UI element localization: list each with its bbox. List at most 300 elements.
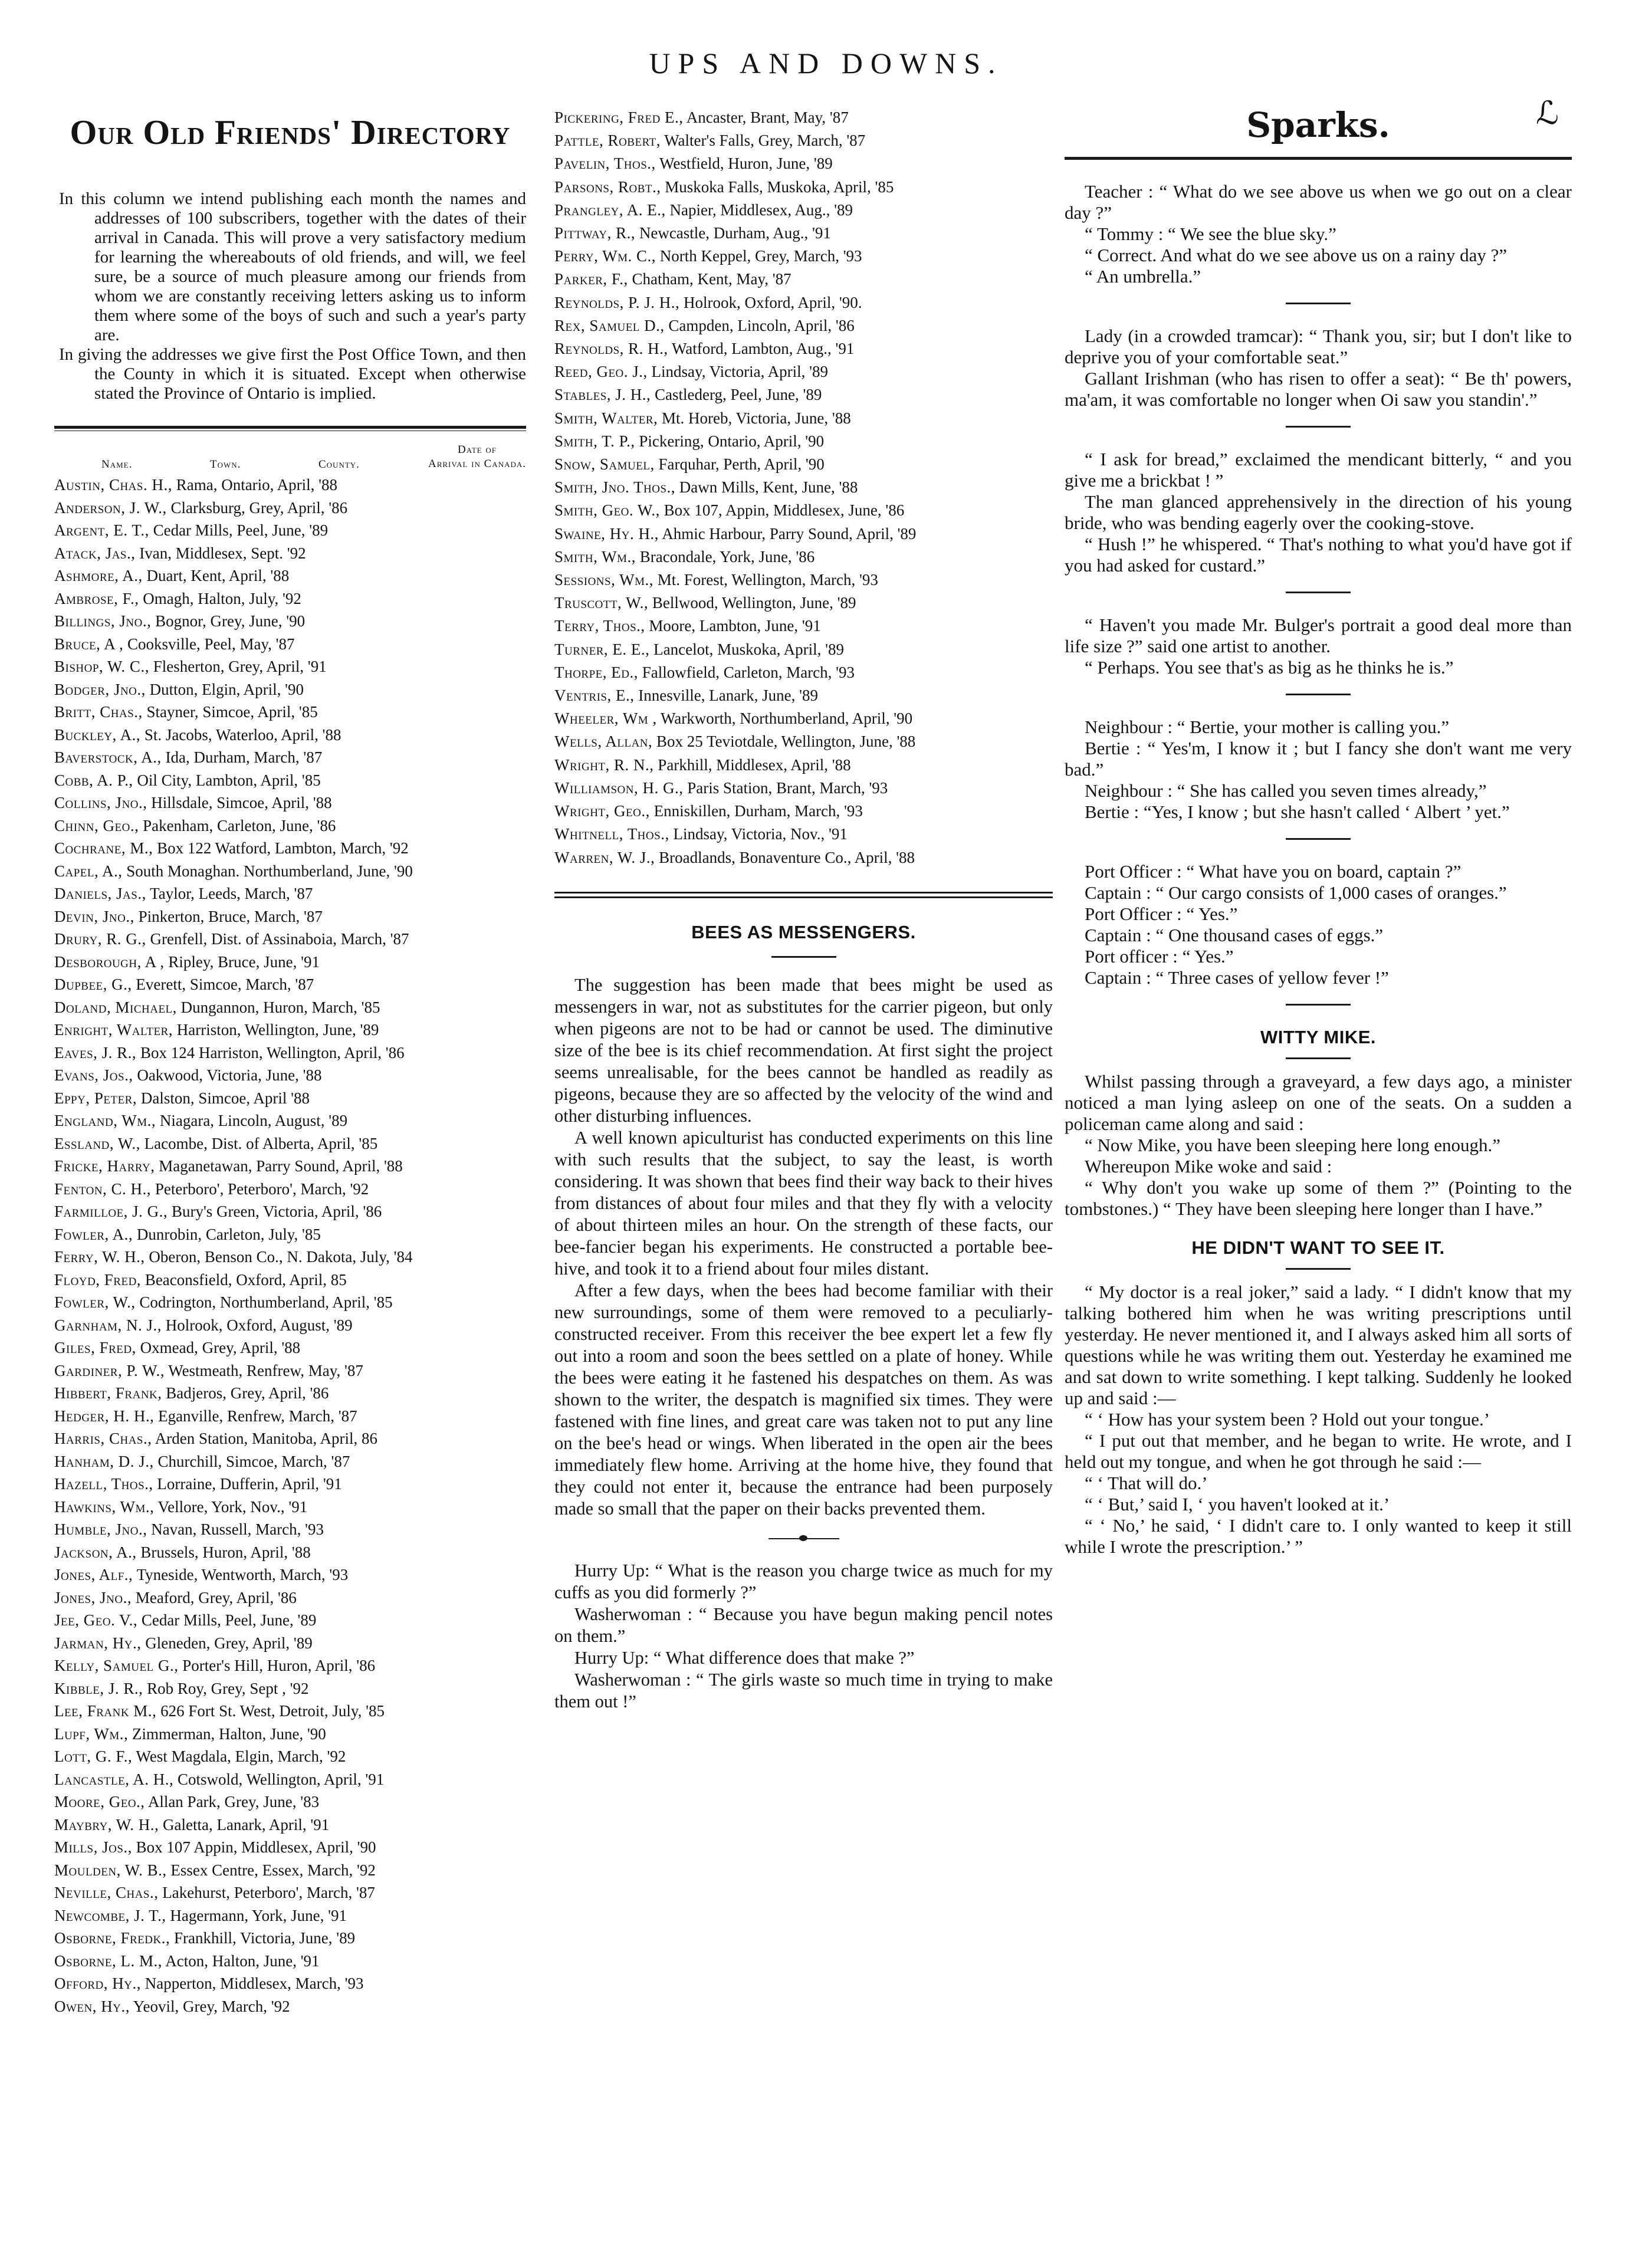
joke-line: Washerwoman : “ Because you have begun making pencil notes on them.”: [554, 1604, 1053, 1646]
entry-address: Arden Station, Manitoba, April, 86: [152, 1430, 377, 1447]
directory-entry: [554, 453, 1053, 476]
entry-name: Eppy, Peter,: [54, 1089, 137, 1107]
entry-name: Fenton, C. H.,: [54, 1180, 152, 1198]
directory-entry: [554, 245, 1053, 268]
joke: [1065, 615, 1572, 678]
hurry-up-joke: [554, 1560, 1053, 1713]
entry-name: Fowler, A.,: [54, 1225, 133, 1243]
story-paragraph: “ Why don't you wake up some of them ?” (Pointing to the tombstones.) “ They have been sleeping here longer than I have.”: [1065, 1177, 1572, 1219]
entry-address: Mt. Forest, Wellington, March, '93: [653, 571, 878, 589]
entry-address: Watford, Lambton, Aug., '91: [668, 340, 855, 358]
entry-address: Dunrobin, Carleton, July, '85: [133, 1225, 321, 1243]
directory-entry: [54, 1359, 526, 1382]
header-date-line1: Date of: [458, 444, 497, 456]
entry-name: Warren, W. J.,: [554, 848, 655, 866]
entry-name: Smith, Geo. W.,: [554, 501, 660, 520]
joke-line: “ Perhaps. You see that's as big as he thinks he is.”: [1085, 657, 1454, 678]
directory-column-headers: [54, 438, 526, 474]
entry-address: Newcastle, Durham, Aug., '91: [635, 224, 831, 242]
directory-entry: [54, 1496, 526, 1519]
entry-name: Ferry, W. H.,: [54, 1248, 145, 1266]
joke-line: Neighbour : “ She has called you seven times already,”: [1085, 780, 1487, 801]
entry-address: Pakenham, Carleton, June, '86: [139, 816, 336, 835]
entry-address: Acton, Halton, June, '91: [162, 1952, 320, 1970]
entry-name: Bodger, Jno.,: [54, 680, 146, 698]
entry-name: Hedger, H. H.,: [54, 1407, 155, 1425]
entry-name: Sessions, Wm.,: [554, 571, 653, 589]
directory-entry: [54, 1632, 526, 1655]
ornament-divider: [768, 1536, 839, 1541]
directory-entry: [54, 633, 526, 656]
entry-address: Essex Centre, Essex, March, '92: [166, 1861, 376, 1879]
joke-line: Hurry Up: “ What is the reason you charge twice as much for my cuffs as you did formerly ?”: [554, 1560, 1053, 1602]
entry-name: Devin, Jno.,: [54, 907, 134, 925]
entry-name: Collins, Jno.,: [54, 794, 147, 812]
entry-name: Jones, Jno.,: [54, 1588, 132, 1607]
entry-name: Baverstock, A.,: [54, 748, 162, 766]
directory-entry: [54, 1223, 526, 1246]
directory-entry: [54, 1246, 526, 1269]
entry-name: Atack, Jas.,: [54, 544, 136, 562]
entry-address: Badjeros, Grey, April, '86: [162, 1384, 329, 1402]
title-rule: [1286, 1057, 1351, 1059]
entry-name: Thorpe, Ed.,: [554, 663, 638, 681]
joke-line: Hurry Up: “ What difference does that make ?”: [574, 1647, 915, 1668]
joke-line: Port officer : “ Yes.”: [1085, 946, 1234, 967]
joke-separator: [1286, 592, 1351, 593]
directory-entry: [54, 1336, 526, 1359]
directory-entry: [54, 1904, 526, 1927]
directory-entry: [554, 499, 1053, 522]
ink-mark-icon: ℒ: [1536, 94, 1559, 132]
directory-entry: [54, 1200, 526, 1223]
joke: [1065, 861, 1572, 988]
didnt-want-story: [1065, 1282, 1572, 1558]
title-rule: [771, 956, 836, 958]
directory-entry: [54, 1791, 526, 1814]
entry-address: Ivan, Middlesex, Sept. '92: [135, 544, 306, 562]
entry-name: Daniels, Jas.,: [54, 885, 146, 902]
entry-name: Smith, Wm.,: [554, 547, 636, 566]
entry-address: Cooksville, Peel, May, '87: [123, 635, 295, 653]
directory-entry: [54, 1609, 526, 1632]
joke-line: Captain : “ Three cases of yellow fever !”: [1085, 967, 1389, 988]
entry-address: Brussels, Huron, April, '88: [136, 1543, 311, 1561]
directory-entry: [554, 777, 1053, 800]
directory-entry: [54, 1654, 526, 1677]
joke-line: “ I ask for bread,” exclaimed the mendicant bitterly, “ and you give me a brickbat ! ”: [1065, 449, 1572, 491]
entry-address: Allan Park, Grey, June, '83: [144, 1793, 320, 1811]
entry-address: Box 107 Appin, Middlesex, April, '90: [132, 1838, 376, 1856]
directory-entry: [54, 474, 526, 497]
joke-line: “ An umbrella.”: [1085, 266, 1201, 287]
entry-name: Perry, Wm. C.,: [554, 247, 656, 265]
directory-entry: [54, 837, 526, 860]
header-date: [428, 443, 526, 471]
directory-entry: [554, 823, 1053, 846]
joke-line: “ Correct. And what do we see above us on a rainy day ?”: [1085, 245, 1508, 265]
joke-separator: [1286, 426, 1351, 428]
directory-entry: [554, 730, 1053, 753]
entry-address: Campden, Lincoln, April, '86: [664, 316, 855, 334]
directory-entry: [54, 701, 526, 724]
entry-name: Humble, Jno.,: [54, 1520, 147, 1538]
entry-name: Lee, Frank M.,: [54, 1702, 157, 1720]
directory-entry: [54, 1450, 526, 1473]
directory-entry: [54, 1132, 526, 1155]
entry-address: Navan, Russell, March, '93: [147, 1520, 324, 1538]
entry-address: 626 Fort St. West, Detroit, July, '85: [156, 1702, 385, 1720]
entry-name: Kibble, J. R.,: [54, 1679, 143, 1697]
entry-name: Smith, Jno. Thos.,: [554, 478, 676, 497]
entry-address: Codrington, Northumberland, April, '85: [135, 1293, 393, 1311]
directory-entry: [54, 587, 526, 610]
directory-entry: [54, 610, 526, 633]
entry-address: Ripley, Bruce, June, '91: [164, 952, 320, 971]
entry-name: Neville, Chas.,: [54, 1884, 159, 1901]
intro-paragraph: In giving the addresses we give first the Post Office Town, and then the County in which it is situated. Except when otherwise stated the Province of Ontario is implied.: [59, 345, 526, 403]
joke: [1065, 717, 1572, 823]
directory-entry: [554, 129, 1053, 152]
entry-address: Niagara, Lincoln, August, '89: [156, 1112, 348, 1129]
entry-address: Ancaster, Brant, May, '87: [683, 109, 849, 126]
entry-address: West Magdala, Elgin, March, '92: [132, 1747, 346, 1765]
entry-name: Desborough, A ,: [54, 952, 165, 971]
directory-entry: [54, 1269, 526, 1292]
directory-entry: [54, 814, 526, 837]
entry-address: Fallowfield, Carleton, March, '93: [638, 663, 855, 681]
entry-address: Frankhill, Victoria, June, '89: [170, 1929, 356, 1947]
directory-entry: [54, 1155, 526, 1178]
bees-title: BEES AS MESSENGERS.: [691, 921, 916, 942]
joke-line: Lady (in a crowded tramcar): “ Thank you, sir; but I don't like to deprive you of your comfortable seat.”: [1065, 326, 1572, 367]
entry-address: Napperton, Middlesex, March, '93: [140, 1975, 364, 1992]
entry-name: Wright, R. N.,: [554, 755, 654, 774]
directory-entry: [54, 1087, 526, 1110]
directory-entry: [54, 905, 526, 928]
sparks-column: [1065, 94, 1572, 1558]
entry-address: Lakehurst, Peterboro', March, '87: [158, 1884, 375, 1901]
directory-entry: [554, 291, 1053, 314]
entry-name: Cobb, A. P.,: [54, 771, 133, 789]
directory-entry: [54, 1972, 526, 1995]
directory-entry: [554, 638, 1053, 661]
directory-entry: [54, 564, 526, 587]
entry-address: Pickering, Ontario, April, '90: [635, 432, 825, 450]
entry-address: Maganetawan, Parry Sound, April, '88: [155, 1157, 403, 1175]
entry-name: Ambrose, F.,: [54, 589, 139, 607]
header-name: Name.: [101, 458, 133, 471]
entry-address: Peterboro', Peterboro', March, '92: [151, 1180, 369, 1198]
article-paragraph: A well known apiculturist has conducted experiments on this line with such results that the subject, to say the least, is worth considering. It was shown that bees find their way back to their hives from distances of about four miles and that they fly with a velocity of about thirteen miles an hour. On the strength of these facts, our bee-fancier began his experiments. He constructed a portable bee-hive, and took it to a friend about four miles distant.: [554, 1127, 1053, 1279]
joke-line: “ Hush !” he whispered. “ That's nothing to what you'd have got if you had asked for custard.”: [1065, 534, 1572, 576]
entry-name: Jones, Alf.,: [54, 1566, 133, 1584]
entry-name: Dupbee, G.,: [54, 975, 132, 993]
entry-name: Prangley, A. E.,: [554, 201, 666, 219]
joke-line: Captain : “ One thousand cases of eggs.”: [1085, 925, 1384, 945]
entry-name: Jee, Geo. V.,: [54, 1611, 138, 1629]
entry-name: Moore, Geo.,: [54, 1793, 145, 1811]
joke: [1065, 181, 1572, 287]
joke-line: Washerwoman : “ The girls waste so much time in trying to make them out !”: [554, 1669, 1053, 1711]
entry-name: Stables, J. H.,: [554, 386, 651, 404]
directory-entry: [54, 1586, 526, 1609]
entry-name: Williamson, H. G.,: [554, 778, 684, 797]
entry-address: Holrook, Oxford, August, '89: [161, 1316, 353, 1334]
bees-article: [554, 974, 1053, 1520]
directory-entry: [54, 497, 526, 520]
entry-name: Reynolds, R. H.,: [554, 340, 668, 358]
entry-name: Reynolds, P. J. H.,: [554, 293, 680, 311]
directory-entry: [554, 106, 1053, 129]
directory-entry: [554, 337, 1053, 360]
entry-address: Oberon, Benson Co., N. Dakota, July, '84: [144, 1248, 413, 1266]
article-paragraph: The suggestion has been made that bees might be used as messengers in war, not as substitutes for the carrier pigeon, but only when pigeons are not to be had or cannot be used. The diminutive size of the bee is its chief recommendation. At first sight the project seems unrealisable, for the bees cannot be handled as readily as pigeons, because they are so affected by the velocity of the wind and other disturbing influences.: [554, 974, 1053, 1126]
entry-name: Truscott, W.,: [554, 594, 649, 612]
entry-name: England, Wm.,: [54, 1112, 156, 1129]
joke: [1065, 449, 1572, 576]
entry-name: Pickering, Fred E.,: [554, 109, 684, 126]
entry-name: Giles, Fred,: [54, 1339, 136, 1356]
witty-mike-title: WITTY MIKE.: [1260, 1027, 1377, 1047]
entry-name: Owen, Hy.,: [54, 1997, 130, 2015]
story-paragraph: Whereupon Mike woke and said :: [1085, 1156, 1332, 1177]
entry-address: Stayner, Simcoe, April, '85: [142, 703, 318, 721]
directory-entry: [54, 1427, 526, 1450]
joke-line: Neighbour : “ Bertie, your mother is calling you.”: [1085, 717, 1450, 737]
entry-name: Newcombe, J. T.,: [54, 1906, 166, 1924]
entry-name: Ventris, E.,: [554, 686, 635, 705]
directory-entry: [54, 996, 526, 1019]
directory-entry: [54, 746, 526, 769]
section-rule: [54, 426, 526, 431]
story-paragraph: “ ‘ No,’ he said, ‘ I didn't care to. I only wanted to keep it still while I wrote the prescription.’ ”: [1065, 1515, 1572, 1557]
directory-list: [54, 474, 526, 2018]
joke-line: Bertie : “Yes, I know ; but she hasn't called ‘ Albert ’ yet.”: [1085, 801, 1510, 822]
directory-entry: [554, 523, 1053, 546]
entry-address: Dawn Mills, Kent, June, '88: [675, 478, 858, 497]
entry-address: Rama, Ontario, April, '88: [172, 476, 338, 494]
entry-address: Harriston, Wellington, June, '89: [172, 1021, 379, 1039]
section-rule: [1065, 157, 1572, 160]
entry-name: Billings, Jno.,: [54, 612, 152, 630]
directory-entry: [554, 661, 1053, 684]
directory-entry: [54, 1178, 526, 1201]
entry-address: Oxmead, Grey, April, '88: [136, 1339, 301, 1356]
entry-name: Cochrane, M.,: [54, 839, 153, 857]
directory-title: Our Old Friends' Directory: [70, 113, 511, 152]
entry-name: Osborne, L. M.,: [54, 1952, 162, 1970]
directory-entry: [554, 222, 1053, 245]
entry-address: Cedar Mills, Peel, June, '89: [149, 521, 329, 539]
entry-address: Oakwood, Victoria, June, '88: [133, 1066, 322, 1084]
entry-name: Capel, A.,: [54, 862, 123, 880]
directory-entry: [554, 199, 1053, 222]
joke-separator: [1286, 694, 1351, 695]
entry-address: Clarksburg, Grey, April, '86: [166, 498, 348, 517]
directory-entry: [554, 176, 1053, 199]
entry-name: Enright, Walter,: [54, 1021, 173, 1039]
directory-entry: [54, 1382, 526, 1405]
entry-address: Pinkerton, Bruce, March, '87: [134, 907, 323, 925]
entry-name: Ashmore, A.,: [54, 567, 143, 584]
entry-name: Evans, Jos.,: [54, 1066, 133, 1084]
intro-paragraph: In this column we intend publishing each month the names and addresses of 100 subscribers, together with the dates of their arrival in Canada. This will prove a very satisfactory medium for learning the whereabouts of old friends, and will, we feel sure, be a source of much pleasure among our friends from whom we are constantly receiving letters asking us to inform them where some of the boys of such and such a year's party are.: [59, 189, 526, 344]
entry-name: Turner, E. E.,: [554, 640, 650, 658]
directory-entry: [554, 360, 1053, 383]
entry-address: Grenfell, Dist. of Assinaboia, March, '87: [146, 930, 409, 948]
entry-name: Maybry, W. H.,: [54, 1815, 159, 1834]
joke-separator: [1286, 1004, 1351, 1006]
directory-entry: [554, 314, 1053, 337]
directory-entry: [54, 769, 526, 792]
entry-name: Eaves, J. R.,: [54, 1043, 137, 1062]
entry-address: South Monaghan. Northumberland, June, '90: [122, 862, 413, 880]
entry-address: Bracondale, York, June, '86: [635, 547, 815, 566]
entry-address: Lorraine, Dufferin, April, '91: [153, 1475, 342, 1493]
sparks-jokes: [1065, 181, 1572, 1006]
entry-address: Muskoka Falls, Muskoka, April, '85: [661, 178, 894, 196]
entry-address: Omagh, Halton, July, '92: [139, 589, 301, 607]
joke-line: Captain : “ Our cargo consists of 1,000 cases of oranges.”: [1085, 882, 1507, 903]
directory-entry: [554, 268, 1053, 291]
joke-separator: [1286, 303, 1351, 304]
directory-entry: [54, 1814, 526, 1837]
joke-line: Gallant Irishman (who has risen to offer a seat): “ Be th' powers, ma'am, it was comfortable no longer when Oi saw you standin'.”: [1065, 368, 1572, 410]
entry-name: Austin, Chas. H.,: [54, 476, 172, 494]
directory-entry: [54, 1405, 526, 1428]
directory-entry: [54, 655, 526, 678]
directory-entry: [54, 1768, 526, 1791]
joke-line: Port Officer : “ What have you on board, captain ?”: [1085, 861, 1461, 882]
entry-name: Jackson, A.,: [54, 1543, 137, 1561]
joke: [1065, 326, 1572, 410]
directory-entry: [54, 951, 526, 974]
entry-name: Whitnell, Thos.,: [554, 825, 669, 843]
entry-name: Pattle, Robert,: [554, 132, 661, 150]
entry-name: Pittway, R.,: [554, 224, 636, 242]
directory-entry: [54, 1881, 526, 1904]
entry-address: Parkhill, Middlesex, April, '88: [653, 755, 851, 774]
directory-entry: [54, 1745, 526, 1768]
directory-entry: [54, 791, 526, 814]
entry-address: Ida, Durham, March, '87: [161, 748, 323, 766]
entry-name: Bishop, W. C.,: [54, 658, 149, 675]
masthead: UPS AND DOWNS.: [649, 47, 1003, 80]
entry-name: Farmilloe, J. G.,: [54, 1203, 168, 1220]
entry-address: Lancelot, Muskoka, April, '89: [649, 640, 844, 658]
entry-name: Parsons, Robt.,: [554, 178, 661, 196]
directory-entry: [554, 152, 1053, 175]
directory-entry: [54, 1314, 526, 1337]
entry-name: Lott, G. F.,: [54, 1747, 133, 1765]
entry-name: Anderson, J. W.,: [54, 498, 167, 517]
directory-entry: [54, 1836, 526, 1859]
entry-address: St. Jacobs, Waterloo, April, '88: [140, 725, 341, 744]
directory-entry: [54, 1019, 526, 1042]
directory-intro: [59, 189, 526, 403]
entry-address: Warkworth, Northumberland, April, '90: [656, 709, 913, 728]
witty-mike-story: [1065, 1071, 1572, 1220]
joke-line: Port Officer : “ Yes.”: [1085, 904, 1238, 924]
story-paragraph: “ ‘ How has your system been ? Hold out your tongue.’: [1085, 1409, 1490, 1430]
joke-line: Teacher : “ What do we see above us when we go out on a clear day ?”: [1065, 181, 1572, 223]
entry-name: Wheeler, Wm ,: [554, 709, 657, 728]
directory-entry: [54, 678, 526, 701]
directory-entry: [54, 519, 526, 542]
entry-address: Lindsay, Victoria, April, '89: [647, 363, 828, 381]
story-paragraph: “ ‘ That will do.’: [1085, 1473, 1208, 1493]
entry-address: Flesherton, Grey, April, '91: [149, 658, 327, 675]
entry-name: Osborne, Fredk.,: [54, 1929, 170, 1947]
entry-address: Yeovil, Grey, March, '92: [129, 1997, 290, 2015]
entry-address: Walter's Falls, Grey, March, '87: [660, 132, 866, 150]
directory-entry: [54, 1042, 526, 1065]
story-paragraph: “ ‘ But,’ said I, ‘ you haven't looked at it.’: [1085, 1494, 1390, 1515]
directory-column-2: [554, 106, 1053, 1713]
entry-address: Westfield, Huron, June, '89: [655, 155, 833, 173]
entry-name: Wright, Geo.,: [554, 802, 650, 820]
directory-entry: [54, 1064, 526, 1087]
directory-entry: [554, 592, 1053, 615]
entry-name: Hanham, D. J.,: [54, 1452, 154, 1470]
entry-address: Box 107, Appin, Middlesex, June, '86: [659, 501, 905, 520]
entry-name: Moulden, W. B.,: [54, 1861, 167, 1879]
story-paragraph: “ My doctor is a real joker,” said a lady. “ I didn't know that my talking bothered him when he was writing prescriptions until yesterday. He never mentioned it, and I always asked him all sorts of questions while he was writing them out. Yesterday he examined me and sat down to write something. I kept talking. Suddenly he looked up and said :—: [1065, 1282, 1572, 1408]
entry-address: Cedar Mills, Peel, June, '89: [137, 1611, 317, 1629]
joke-line: Bertie : “ Yes'm, I know it ; but I fancy she don't want me very bad.”: [1065, 738, 1572, 780]
directory-entry: [554, 615, 1053, 638]
entry-address: Lindsay, Victoria, Nov., '91: [669, 825, 848, 843]
entry-address: Zimmerman, Halton, June, '90: [128, 1724, 326, 1743]
directory-entry: [554, 476, 1053, 499]
sparks-header: [1065, 94, 1572, 153]
directory-entry: [54, 1541, 526, 1564]
section-rule: [554, 892, 1053, 898]
story-paragraph: Whilst passing through a graveyard, a few days ago, a minister noticed a man lying asleep on one of the seats. On a sudden a policeman came along and said :: [1065, 1071, 1572, 1134]
entry-name: Mills, Jos.,: [54, 1838, 132, 1856]
header-date-line2: Arrival in Canada.: [428, 458, 526, 470]
entry-address: Mt. Horeb, Victoria, June, '88: [658, 409, 851, 427]
directory-entry: [54, 1700, 526, 1723]
sparks-title: Sparks.: [1246, 105, 1390, 145]
entry-name: Hibbert, Frank,: [54, 1384, 162, 1402]
entry-address: Porter's Hill, Huron, April, '86: [178, 1657, 376, 1674]
entry-address: Dutton, Elgin, April, '90: [145, 680, 304, 698]
entry-name: Swaine, Hy. H.,: [554, 524, 659, 543]
joke-separator: [1286, 838, 1351, 840]
directory-entry: [54, 1995, 526, 2018]
directory-entry: [554, 800, 1053, 823]
entry-address: Box 25 Teviotdale, Wellington, June, '88: [652, 732, 916, 751]
directory-entry: [554, 846, 1053, 869]
entry-name: Kelly, Samuel G.,: [54, 1657, 179, 1674]
entry-name: Harris, Chas.,: [54, 1430, 152, 1447]
entry-name: Offord, Hy.,: [54, 1975, 141, 1992]
entry-name: Fricke, Harry,: [54, 1157, 155, 1175]
directory-entry: [554, 383, 1053, 406]
entry-address: Taylor, Leeds, March, '87: [146, 885, 313, 902]
directory-entry: [54, 1473, 526, 1496]
entry-address: Hagermann, York, June, '91: [166, 1906, 347, 1924]
directory-entry: [54, 1927, 526, 1950]
entry-name: Pavelin, Thos.,: [554, 155, 656, 173]
entry-address: Cotswold, Wellington, April, '91: [173, 1770, 385, 1788]
entry-name: Garnham, N. J.,: [54, 1316, 162, 1334]
entry-address: Oil City, Lambton, April, '85: [133, 771, 321, 789]
directory-entry: [54, 724, 526, 747]
directory-entry: [54, 1950, 526, 1973]
